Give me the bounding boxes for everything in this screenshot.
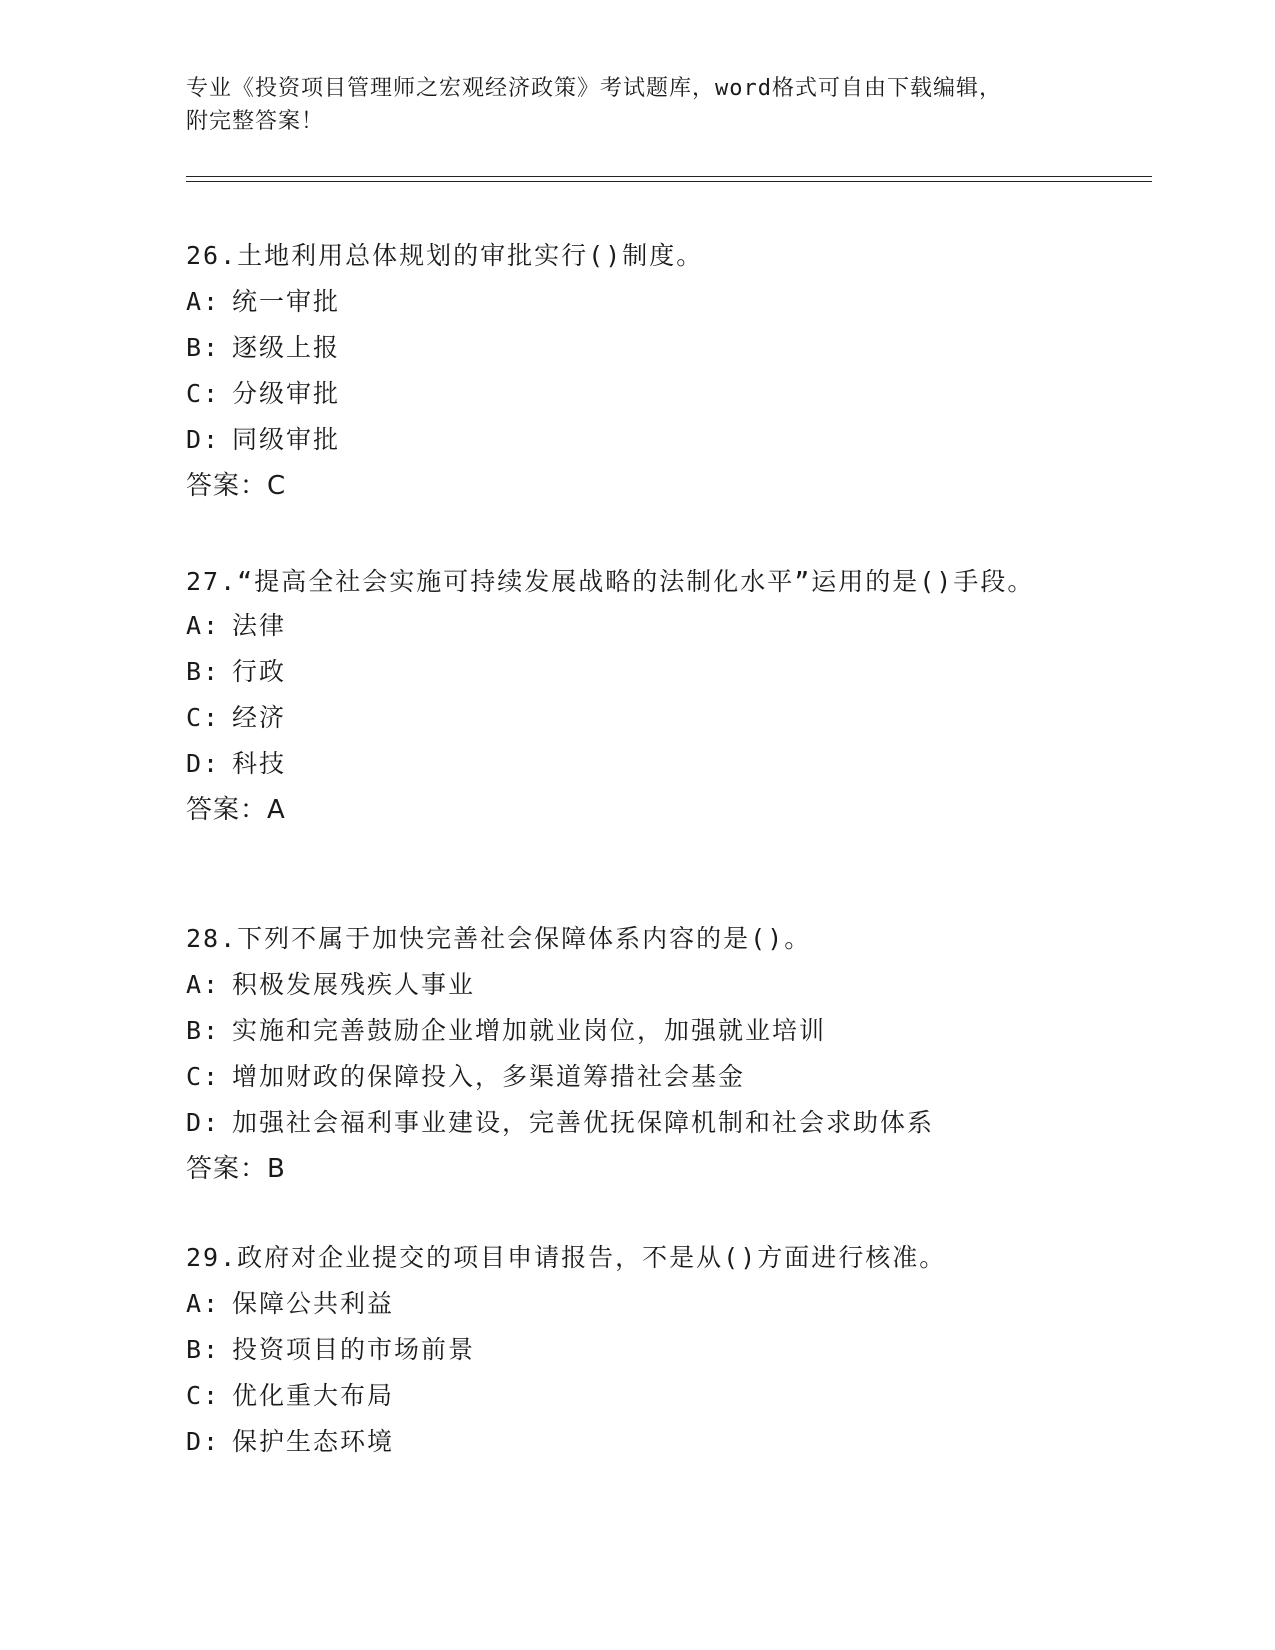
option-key: C: bbox=[186, 1062, 221, 1091]
header-divider-top bbox=[186, 176, 1152, 177]
option-key: D: bbox=[186, 1108, 221, 1137]
option-key: D: bbox=[186, 425, 221, 454]
option-key: A: bbox=[186, 970, 221, 999]
question-stem: 29.政府对企业提交的项目申请报告，不是从()方面进行核准。 bbox=[186, 1243, 947, 1272]
option-key: B: bbox=[186, 657, 221, 686]
option-text: 投资项目的市场前景 bbox=[232, 1335, 476, 1364]
option-d bbox=[186, 1425, 1086, 1471]
answer-line: 答案：B bbox=[186, 1154, 286, 1184]
option-a bbox=[186, 285, 1086, 331]
header-line-2: 附完整答案！ bbox=[186, 109, 325, 134]
option-text: 科技 bbox=[232, 749, 287, 778]
option-text: 经济 bbox=[232, 703, 287, 732]
option-key: C: bbox=[186, 1381, 221, 1410]
option-b bbox=[186, 1333, 1086, 1379]
option-key: A: bbox=[186, 287, 221, 316]
option-key: A: bbox=[186, 611, 221, 640]
option-b bbox=[186, 1014, 1086, 1060]
option-key: A: bbox=[186, 1289, 221, 1318]
option-text: 加强社会福利事业建设，完善优抚保障机制和社会求助体系 bbox=[232, 1108, 935, 1137]
option-a bbox=[186, 968, 1086, 1014]
option-text: 实施和完善鼓励企业增加就业岗位，加强就业培训 bbox=[232, 1016, 827, 1045]
option-text: 保障公共利益 bbox=[232, 1289, 395, 1318]
option-c bbox=[186, 1060, 1086, 1106]
header-line-1: 专业《投资项目管理师之宏观经济政策》考试题库，word格式可自由下载编辑， bbox=[186, 76, 1002, 101]
option-text: 积极发展残疾人事业 bbox=[232, 970, 476, 999]
question-stem: 28.下列不属于加快完善社会保障体系内容的是()。 bbox=[186, 924, 812, 953]
option-key: B: bbox=[186, 1335, 221, 1364]
option-key: C: bbox=[186, 379, 221, 408]
header-divider-bottom bbox=[186, 181, 1152, 182]
option-text: 行政 bbox=[232, 657, 287, 686]
option-text: 优化重大布局 bbox=[232, 1381, 395, 1410]
question-stem: 26.土地利用总体规划的审批实行()制度。 bbox=[186, 241, 704, 270]
option-c bbox=[186, 1379, 1086, 1425]
option-c bbox=[186, 701, 1086, 747]
option-text: 逐级上报 bbox=[232, 333, 341, 362]
question-28 bbox=[186, 922, 1086, 1198]
option-d bbox=[186, 1106, 1086, 1152]
option-text: 增加财政的保障投入，多渠道筹措社会基金 bbox=[232, 1062, 746, 1091]
option-text: 法律 bbox=[232, 611, 287, 640]
option-c bbox=[186, 377, 1086, 423]
option-b bbox=[186, 331, 1086, 377]
option-key: B: bbox=[186, 1016, 221, 1045]
option-a bbox=[186, 1287, 1086, 1333]
option-d bbox=[186, 747, 1086, 793]
option-b bbox=[186, 655, 1086, 701]
option-a bbox=[186, 609, 1086, 655]
answer-line: 答案：A bbox=[186, 795, 286, 825]
question-29 bbox=[186, 1241, 1086, 1471]
option-text: 保护生态环境 bbox=[232, 1427, 395, 1456]
option-key: D: bbox=[186, 1427, 221, 1456]
question-26 bbox=[186, 239, 1086, 515]
option-text: 分级审批 bbox=[232, 379, 341, 408]
option-text: 统一审批 bbox=[232, 287, 341, 316]
question-stem: 27.“提高全社会实施可持续发展战略的法制化水平”运用的是()手段。 bbox=[186, 567, 1035, 596]
option-key: D: bbox=[186, 749, 221, 778]
option-text: 同级审批 bbox=[232, 425, 341, 454]
document-header bbox=[186, 72, 1086, 138]
answer-line: 答案：C bbox=[186, 471, 287, 501]
option-key: B: bbox=[186, 333, 221, 362]
option-d bbox=[186, 423, 1086, 469]
question-27 bbox=[186, 558, 1086, 839]
option-key: C: bbox=[186, 703, 221, 732]
